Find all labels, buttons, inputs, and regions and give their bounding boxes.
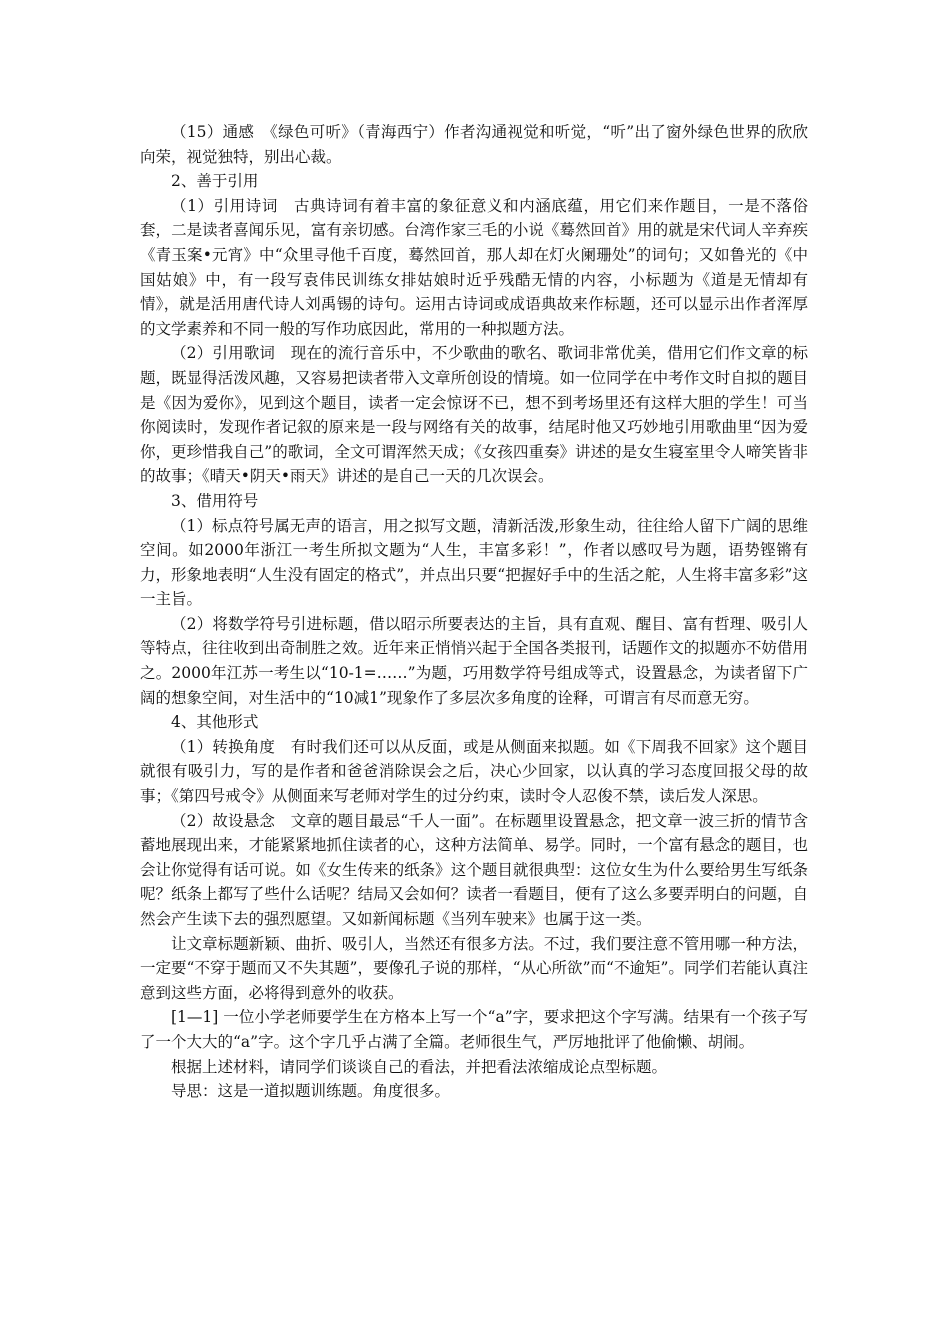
paragraph-quote-lyrics: （2）引用歌词 现在的流行音乐中，不少歌曲的歌名、歌词非常优美，借用它们作文章的标题，既显得活泼风趣，又容易把读者带入文章所创设的情境。如一位同学在中考作文时自拟的题目是《因为爱你》，见到这个题目，读者一定会惊讶不已，想不到考场里还有这样大胆的学生！可当你阅读时，发现作者记叙的原来是一段与网络有关的故事，结尾时他又巧妙地引用歌曲里“因为爱你，更珍惜我自己”的歌词，全文可谓浑然天成；《女孩四重奏》讲述的是女生寝室里令人啼笑皆非的故事；《晴天•阴天•雨天》讲述的是自己一天的几次误会。 bbox=[140, 344, 808, 486]
paragraph-quote-poetry: （1）引用诗词 古典诗词有着丰富的象征意义和内涵底蕴，用它们来作题目，一是不落俗套，二是读者喜闻乐见，富有亲切感。台湾作家三毛的小说《蓦然回首》用的就是宋代词人辛弃疾《青玉案•元宵》中“众里寻他千百度，蓦然回首，那人却在灯火阑珊处”的词句；又如鲁光的《中国姑娘》中，有一段写袁伟民训练女排姑娘时近乎残酷无情的内容，小标题为《道是无情却有情》，就是活用唐代诗人刘禹锡的诗句。运用古诗词或成语典故来作标题，还可以显示出作者浑厚的文学素养和不同一般的写作功底因此，常用的一种拟题方法。 bbox=[140, 196, 808, 338]
paragraph-guidance: 导思：这是一道拟题训练题。角度很多。 bbox=[171, 1082, 451, 1101]
paragraph-change-angle: （1）转换角度 有时我们还可以从反面，或是从侧面来拟题。如《下周我不回家》这个题目就很有吸引力，写的是作者和爸爸消除误会之后，决心少回家，以认真的学习态度回报父母的故事；《第四号戒令》从侧面来写老师对学生的过分约束，读时令人忍俊不禁，读后发人深思。 bbox=[140, 737, 808, 806]
heading-other-forms: 4、其他形式 bbox=[171, 713, 259, 732]
paragraph-exercise-prompt: 根据上述材料，请同学们谈谈自己的看法，并把看法浓缩成论点型标题。 bbox=[171, 1057, 668, 1076]
paragraph-synesthesia: （15）通感 《绿色可听》（青海西宁）作者沟通视觉和听觉，“听”出了窗外绿色世界的欣欣向荣，视觉独特，别出心裁。 bbox=[140, 123, 808, 166]
paragraph-exercise-material: [1—1] 一位小学老师要学生在方格本上写一个“a”字，要求把这个字写满。结果有一个孩子写了一个大大的“a”字。这个字几乎占满了全篇。老师很生气，严厉地批评了他偷懒、胡闹。 bbox=[140, 1008, 808, 1051]
paragraph-punctuation: （1）标点符号属无声的语言，用之拟写文题，清新活泼,形象生动，往往给人留下广阔的思维空间。如2000年浙江一考生所拟文题为“人生，丰富多彩！”，作者以感叹号为题，语势铿锵有力，形象地表明“人生没有固定的格式”，并点出只要“把握好手中的生活之舵，人生将丰富多彩”这一主旨。 bbox=[140, 516, 808, 609]
paragraph-summary: 让文章标题新颖、曲折、吸引人，当然还有很多方法。不过，我们要注意不管用哪一种方法，一定要“不穿于题而又不失其题”，要像孔子说的那样，“从心所欲”而“不逾矩”。同学们若能认真注意到这些方面，必将得到意外的收获。 bbox=[140, 934, 808, 1002]
heading-symbols: 3、借用符号 bbox=[171, 491, 259, 510]
paragraph-suspense: （2）故设悬念 文章的题目最忌“千人一面”。在标题里设置悬念，把文章一波三折的情节含蓄地展现出来，才能紧紧地抓住读者的心，这种方法简单、易学。同时，一个富有悬念的题目，也会让你觉得有话可说。如《女生传来的纸条》这个题目就很典型：这位女生为什么要给男生写纸条呢？纸条上都写了些什么话呢？结局又会如何？读者一看题目，便有了这么多要弄明白的问题，自然会产生读下去的强烈愿望。又如新闻标题《当列车驶来》也属于这一类。 bbox=[140, 811, 808, 928]
document-page bbox=[140, 120, 808, 1104]
paragraph-math-symbols: （2）将数学符号引进标题，借以昭示所要表达的主旨，具有直观、醒目、富有哲理、吸引人等特点，往往收到出奇制胜之效。近年来正悄悄兴起于全国各类报刊，话题作文的拟题亦不妨借用之。2000年江苏一考生以“10-1=……”为题，巧用数学符号组成等式，设置悬念，为读者留下广阔的想象空间，对生活中的“10减1”现象作了多层次多角度的诠释，可谓言有尽而意无穷。 bbox=[140, 614, 808, 707]
heading-quoting: 2、善于引用 bbox=[171, 172, 259, 191]
